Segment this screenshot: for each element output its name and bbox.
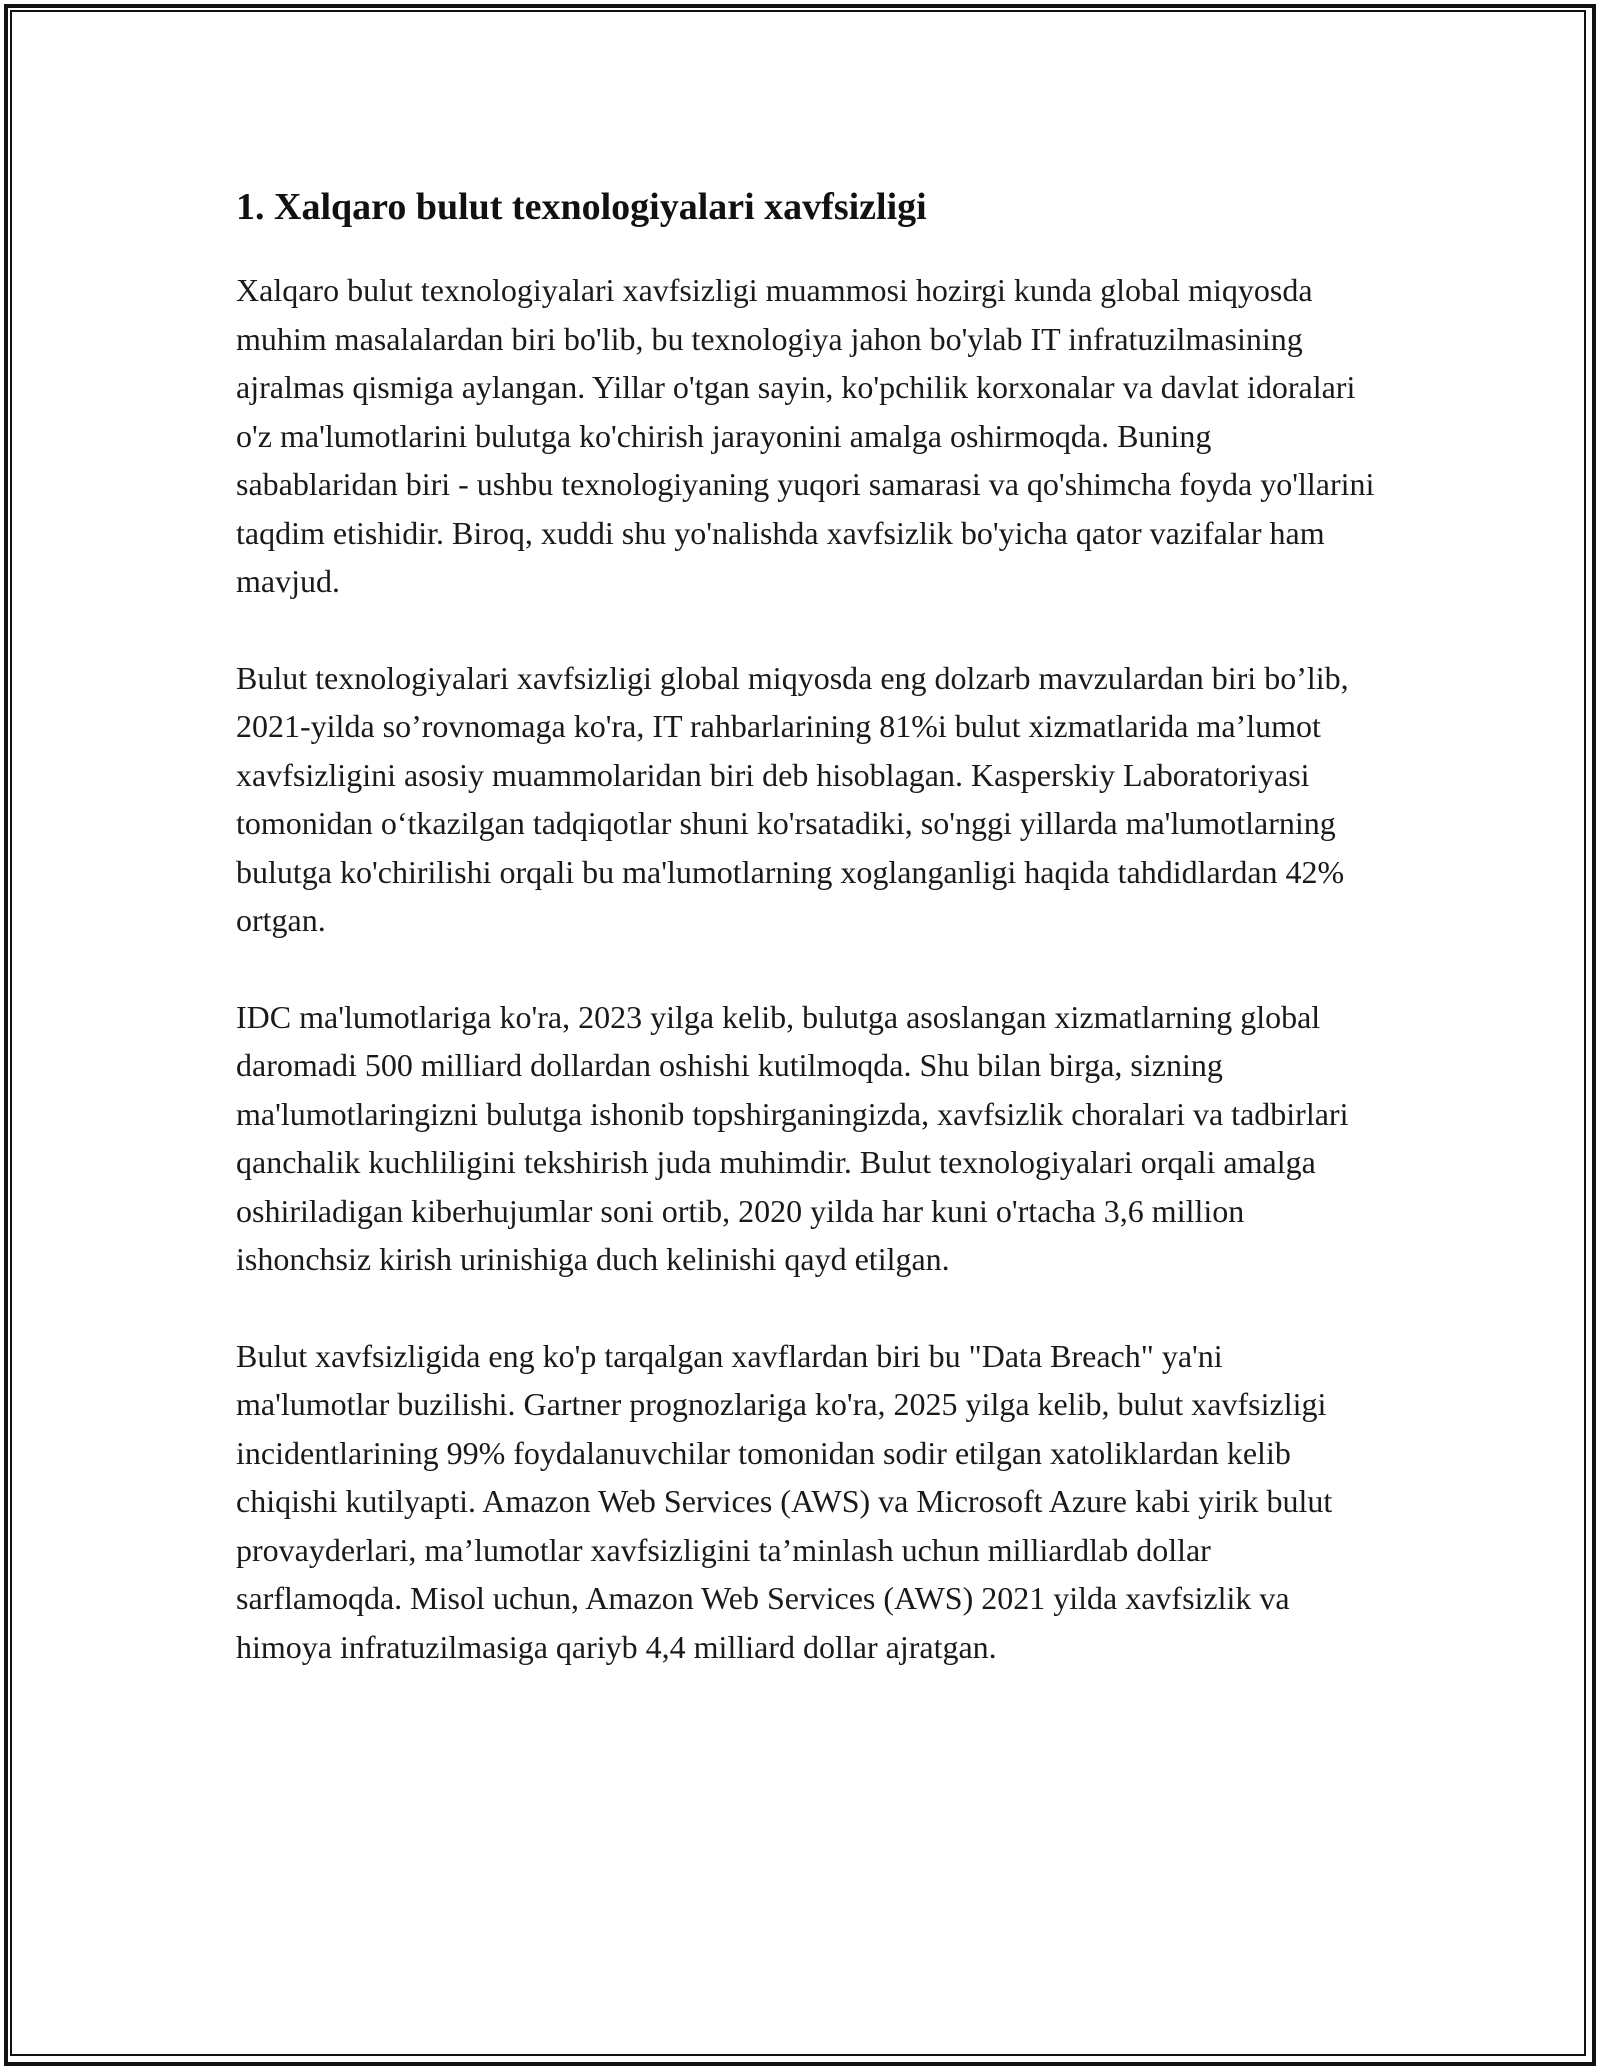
paragraph-4: Bulut xavfsizligida eng ko'p tarqalgan xavflardan biri bu "Data Breach" ya'ni ma'lumotlar buzilishi. Gartner prognozlariga ko'ra, 2025 yilga kelib, bulut xavfsizligi incidentlarining 99% foydalanuvchilar tomonidan sodir etilgan xatoliklardan kelib chiqishi kutilyapti. Amazon Web Services (AWS) va Microsoft Azure kabi yirik bulut provayderlari, ma’lumotlar xavfsizligini ta’minlash uchun milliardlab dollar sarflamoqda. Misol uchun, Amazon Web Services (AWS) 2021 yilda xavfsizlik va himoya infratuzilmasiga qariyb 4,4 milliard dollar ajratgan. [236,1337,1333,1665]
section-heading: 1. Xalqaro bulut texnologiyalari xavfsizligi [236,186,927,228]
paragraph-2: Bulut texnologiyalari xavfsizligi global miqyosda eng dolzarb mavzulardan biri bo’lib, 2021-yilda so’rovnomaga ko'ra, IT rahbarlarining 81%i bulut xizmatlarida ma’lumot xavfsizligini asosiy muammolaridan biri deb hisoblagan. Kasperskiy Laboratoriyasi tomonidan o‘tkazilgan tadqiqotlar shuni ko'rsatadiki, so'nggi yillarda ma'lumotlarning bulutga ko'chirilishi orqali bu ma'lumotlarning xoglanganligi haqida tahdidlardan 42% ortgan. [236,659,1349,938]
paragraph-1: Xalqaro bulut texnologiyalari xavfsizligi muammosi hozirgi kunda global miqyosda muhim masalalardan biri bo'lib, bu texnologiya jahon bo'ylab IT infratuzilmasining ajralmas qismiga aylangan. Yillar o'tgan sayin, ko'pchilik korxonalar va davlat idoralari o'z ma'lumotlarini bulutga ko'chirish jarayonini amalga oshirmoqda. Buning sabablaridan biri - ushbu texnologiyaning yuqori samarasi va qo'shimcha foyda yo'llarini taqdim etishidir. Biroq, xuddi shu yo'nalishda xavfsizlik bo'yicha qator vazifalar ham mavjud. [236,272,1375,599]
paragraph-3: IDC ma'lumotlariga ko'ra, 2023 yilga kelib, bulutga asoslangan xizmatlarning global daromadi 500 milliard dollardan oshishi kutilmoqda. Shu bilan birga, sizning ma'lumotlaringizni bulutga ishonib topshirganingizda, xavfsizlik choralari va tadbirlari qanchalik kuchliligini tekshirish juda muhimdir. Bulut texnologiyalari orqali amalga oshiriladigan kiberhujumlar soni ortib, 2020 yilda har kuni o'rtacha 3,6 million ishonchsiz kirish urinishiga duch kelinishi qayd etilgan. [236,998,1349,1277]
document-body [236,184,1376,1719]
